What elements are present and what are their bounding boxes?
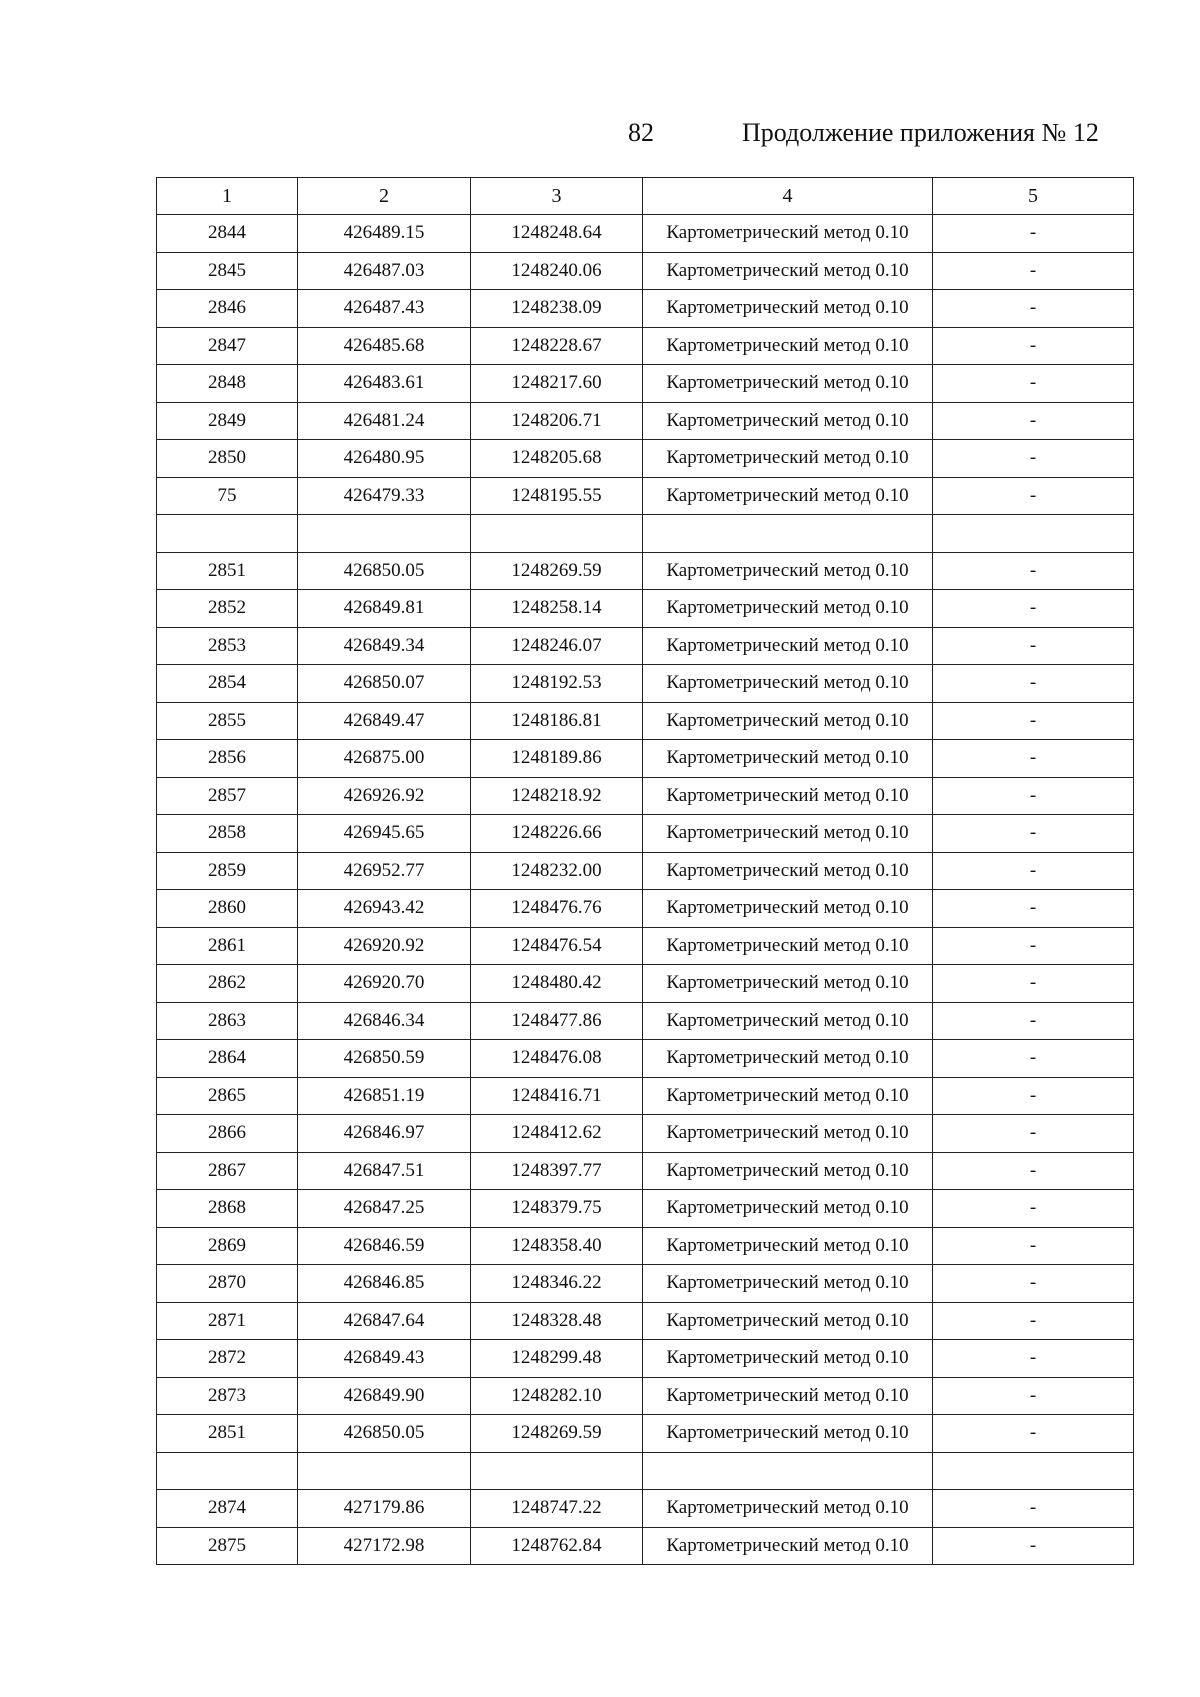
description-cell: - <box>933 1190 1134 1228</box>
table-row <box>157 1452 1134 1490</box>
point-number-cell: 2861 <box>157 927 298 965</box>
point-number-cell: 2874 <box>157 1490 298 1528</box>
y-coordinate-cell: 1248248.64 <box>471 215 643 253</box>
method-accuracy-cell: Картометрический метод 0.10 <box>643 1152 933 1190</box>
method-accuracy-cell: Картометрический метод 0.10 <box>643 1115 933 1153</box>
column-header-5: 5 <box>933 178 1134 215</box>
table-row <box>157 1077 1134 1115</box>
point-number-cell: 2867 <box>157 1152 298 1190</box>
point-number-cell: 2850 <box>157 440 298 478</box>
description-cell: - <box>933 665 1134 703</box>
y-coordinate-cell: 1248328.48 <box>471 1302 643 1340</box>
table-row <box>157 215 1134 253</box>
y-coordinate-cell: 1248476.76 <box>471 890 643 928</box>
point-number-cell: 2860 <box>157 890 298 928</box>
x-coordinate-cell: 426847.51 <box>298 1152 471 1190</box>
x-coordinate-cell: 427172.98 <box>298 1527 471 1565</box>
method-accuracy-cell: Картометрический метод 0.10 <box>643 440 933 478</box>
method-accuracy-cell <box>643 515 933 553</box>
description-cell: - <box>933 1077 1134 1115</box>
y-coordinate-cell: 1248282.10 <box>471 1377 643 1415</box>
point-number-cell: 2844 <box>157 215 298 253</box>
table-row <box>157 777 1134 815</box>
y-coordinate-cell: 1248762.84 <box>471 1527 643 1565</box>
x-coordinate-cell: 426847.25 <box>298 1190 471 1228</box>
method-accuracy-cell: Картометрический метод 0.10 <box>643 477 933 515</box>
description-cell: - <box>933 890 1134 928</box>
description-cell: - <box>933 927 1134 965</box>
y-coordinate-cell <box>471 515 643 553</box>
point-number-cell: 2865 <box>157 1077 298 1115</box>
y-coordinate-cell: 1248412.62 <box>471 1115 643 1153</box>
description-cell: - <box>933 327 1134 365</box>
y-coordinate-cell: 1248480.42 <box>471 965 643 1003</box>
description-cell: - <box>933 440 1134 478</box>
description-cell: - <box>933 1040 1134 1078</box>
x-coordinate-cell: 426849.90 <box>298 1377 471 1415</box>
description-cell: - <box>933 777 1134 815</box>
method-accuracy-cell: Картометрический метод 0.10 <box>643 1490 933 1528</box>
method-accuracy-cell: Картометрический метод 0.10 <box>643 927 933 965</box>
table-body <box>157 215 1134 1565</box>
table-row <box>157 252 1134 290</box>
column-header-1: 1 <box>157 178 298 215</box>
point-number-cell: 2873 <box>157 1377 298 1415</box>
method-accuracy-cell: Картометрический метод 0.10 <box>643 1527 933 1565</box>
coordinates-table <box>156 177 1134 1565</box>
x-coordinate-cell: 426851.19 <box>298 1077 471 1115</box>
x-coordinate-cell: 426926.92 <box>298 777 471 815</box>
y-coordinate-cell: 1248379.75 <box>471 1190 643 1228</box>
table-row <box>157 290 1134 328</box>
method-accuracy-cell: Картометрический метод 0.10 <box>643 1190 933 1228</box>
page-header <box>0 118 1200 158</box>
method-accuracy-cell: Картометрический метод 0.10 <box>643 1002 933 1040</box>
x-coordinate-cell: 426481.24 <box>298 402 471 440</box>
page-number: 82 <box>628 118 654 147</box>
x-coordinate-cell: 426485.68 <box>298 327 471 365</box>
method-accuracy-cell <box>643 1452 933 1490</box>
x-coordinate-cell: 426489.15 <box>298 215 471 253</box>
header-row <box>157 178 1134 215</box>
table-row <box>157 477 1134 515</box>
description-cell: - <box>933 552 1134 590</box>
method-accuracy-cell: Картометрический метод 0.10 <box>643 365 933 403</box>
description-cell: - <box>933 290 1134 328</box>
point-number-cell: 2846 <box>157 290 298 328</box>
y-coordinate-cell: 1248299.48 <box>471 1340 643 1378</box>
y-coordinate-cell: 1248477.86 <box>471 1002 643 1040</box>
x-coordinate-cell: 426479.33 <box>298 477 471 515</box>
column-header-3: 3 <box>471 178 643 215</box>
point-number-cell: 2862 <box>157 965 298 1003</box>
point-number-cell: 2859 <box>157 852 298 890</box>
x-coordinate-cell: 426849.34 <box>298 627 471 665</box>
x-coordinate-cell <box>298 515 471 553</box>
point-number-cell: 2854 <box>157 665 298 703</box>
table-row <box>157 1527 1134 1565</box>
method-accuracy-cell: Картометрический метод 0.10 <box>643 665 933 703</box>
description-cell: - <box>933 1265 1134 1303</box>
y-coordinate-cell: 1248189.86 <box>471 740 643 778</box>
table-row <box>157 665 1134 703</box>
x-coordinate-cell: 426850.05 <box>298 1415 471 1453</box>
point-number-cell: 2872 <box>157 1340 298 1378</box>
description-cell: - <box>933 1152 1134 1190</box>
point-number-cell: 2869 <box>157 1227 298 1265</box>
method-accuracy-cell: Картометрический метод 0.10 <box>643 890 933 928</box>
x-coordinate-cell: 426846.97 <box>298 1115 471 1153</box>
x-coordinate-cell: 426849.43 <box>298 1340 471 1378</box>
point-number-cell: 2851 <box>157 1415 298 1453</box>
method-accuracy-cell: Картометрический метод 0.10 <box>643 552 933 590</box>
x-coordinate-cell: 426850.59 <box>298 1040 471 1078</box>
point-number-cell <box>157 1452 298 1490</box>
point-number-cell: 2849 <box>157 402 298 440</box>
x-coordinate-cell: 426875.00 <box>298 740 471 778</box>
y-coordinate-cell: 1248246.07 <box>471 627 643 665</box>
y-coordinate-cell: 1248192.53 <box>471 665 643 703</box>
x-coordinate-cell: 426850.05 <box>298 552 471 590</box>
method-accuracy-cell: Картометрический метод 0.10 <box>643 965 933 1003</box>
x-coordinate-cell: 426483.61 <box>298 365 471 403</box>
point-number-cell: 2851 <box>157 552 298 590</box>
table-row <box>157 1490 1134 1528</box>
y-coordinate-cell: 1248186.81 <box>471 702 643 740</box>
point-number-cell: 75 <box>157 477 298 515</box>
method-accuracy-cell: Картометрический метод 0.10 <box>643 627 933 665</box>
x-coordinate-cell: 426487.43 <box>298 290 471 328</box>
table-row <box>157 815 1134 853</box>
description-cell: - <box>933 215 1134 253</box>
point-number-cell: 2855 <box>157 702 298 740</box>
y-coordinate-cell: 1248206.71 <box>471 402 643 440</box>
x-coordinate-cell: 427179.86 <box>298 1490 471 1528</box>
y-coordinate-cell: 1248346.22 <box>471 1265 643 1303</box>
table-header <box>157 178 1134 215</box>
description-cell: - <box>933 1490 1134 1528</box>
table-row <box>157 590 1134 628</box>
x-coordinate-cell: 426849.47 <box>298 702 471 740</box>
description-cell: - <box>933 740 1134 778</box>
point-number-cell: 2870 <box>157 1265 298 1303</box>
description-cell: - <box>933 1227 1134 1265</box>
point-number-cell: 2847 <box>157 327 298 365</box>
x-coordinate-cell: 426920.70 <box>298 965 471 1003</box>
point-number-cell <box>157 515 298 553</box>
method-accuracy-cell: Картометрический метод 0.10 <box>643 1077 933 1115</box>
point-number-cell: 2853 <box>157 627 298 665</box>
method-accuracy-cell: Картометрический метод 0.10 <box>643 252 933 290</box>
x-coordinate-cell: 426480.95 <box>298 440 471 478</box>
table-row <box>157 1190 1134 1228</box>
x-coordinate-cell: 426847.64 <box>298 1302 471 1340</box>
point-number-cell: 2858 <box>157 815 298 853</box>
description-cell: - <box>933 1340 1134 1378</box>
y-coordinate-cell: 1248240.06 <box>471 252 643 290</box>
x-coordinate-cell: 426846.59 <box>298 1227 471 1265</box>
method-accuracy-cell: Картометрический метод 0.10 <box>643 815 933 853</box>
method-accuracy-cell: Картометрический метод 0.10 <box>643 1227 933 1265</box>
y-coordinate-cell: 1248269.59 <box>471 1415 643 1453</box>
y-coordinate-cell: 1248476.08 <box>471 1040 643 1078</box>
description-cell: - <box>933 702 1134 740</box>
table-row <box>157 440 1134 478</box>
table-row <box>157 1115 1134 1153</box>
description-cell: - <box>933 1302 1134 1340</box>
table-row <box>157 740 1134 778</box>
method-accuracy-cell: Картометрический метод 0.10 <box>643 1302 933 1340</box>
table-row <box>157 702 1134 740</box>
description-cell: - <box>933 1002 1134 1040</box>
method-accuracy-cell: Картометрический метод 0.10 <box>643 1415 933 1453</box>
y-coordinate-cell: 1248217.60 <box>471 365 643 403</box>
description-cell: - <box>933 1377 1134 1415</box>
description-cell: - <box>933 252 1134 290</box>
x-coordinate-cell: 426945.65 <box>298 815 471 853</box>
x-coordinate-cell: 426846.85 <box>298 1265 471 1303</box>
method-accuracy-cell: Картометрический метод 0.10 <box>643 1040 933 1078</box>
x-coordinate-cell: 426920.92 <box>298 927 471 965</box>
method-accuracy-cell: Картометрический метод 0.10 <box>643 1340 933 1378</box>
description-cell: - <box>933 1415 1134 1453</box>
table-row <box>157 927 1134 965</box>
point-number-cell: 2848 <box>157 365 298 403</box>
table-row <box>157 552 1134 590</box>
table-row <box>157 327 1134 365</box>
table-row <box>157 965 1134 1003</box>
description-cell: - <box>933 402 1134 440</box>
column-header-4: 4 <box>643 178 933 215</box>
y-coordinate-cell: 1248747.22 <box>471 1490 643 1528</box>
method-accuracy-cell: Картометрический метод 0.10 <box>643 402 933 440</box>
table-row <box>157 1265 1134 1303</box>
point-number-cell: 2875 <box>157 1527 298 1565</box>
description-cell: - <box>933 477 1134 515</box>
description-cell: - <box>933 1527 1134 1565</box>
y-coordinate-cell: 1248218.92 <box>471 777 643 815</box>
x-coordinate-cell: 426943.42 <box>298 890 471 928</box>
table-row <box>157 1227 1134 1265</box>
point-number-cell: 2845 <box>157 252 298 290</box>
method-accuracy-cell: Картометрический метод 0.10 <box>643 740 933 778</box>
appendix-continuation-title: Продолжение приложения № 12 <box>742 118 1099 147</box>
y-coordinate-cell: 1248269.59 <box>471 552 643 590</box>
x-coordinate-cell: 426850.07 <box>298 665 471 703</box>
y-coordinate-cell: 1248397.77 <box>471 1152 643 1190</box>
point-number-cell: 2871 <box>157 1302 298 1340</box>
description-cell: - <box>933 1115 1134 1153</box>
point-number-cell: 2856 <box>157 740 298 778</box>
description-cell <box>933 1452 1134 1490</box>
table-row <box>157 1340 1134 1378</box>
method-accuracy-cell: Картометрический метод 0.10 <box>643 777 933 815</box>
table-row <box>157 890 1134 928</box>
y-coordinate-cell: 1248195.55 <box>471 477 643 515</box>
column-header-2: 2 <box>298 178 471 215</box>
y-coordinate-cell: 1248238.09 <box>471 290 643 328</box>
x-coordinate-cell: 426952.77 <box>298 852 471 890</box>
description-cell: - <box>933 365 1134 403</box>
y-coordinate-cell: 1248205.68 <box>471 440 643 478</box>
x-coordinate-cell: 426487.03 <box>298 252 471 290</box>
method-accuracy-cell: Картометрический метод 0.10 <box>643 290 933 328</box>
x-coordinate-cell: 426846.34 <box>298 1002 471 1040</box>
table-row <box>157 515 1134 553</box>
y-coordinate-cell: 1248232.00 <box>471 852 643 890</box>
y-coordinate-cell: 1248416.71 <box>471 1077 643 1115</box>
method-accuracy-cell: Картометрический метод 0.10 <box>643 327 933 365</box>
point-number-cell: 2866 <box>157 1115 298 1153</box>
y-coordinate-cell: 1248358.40 <box>471 1227 643 1265</box>
y-coordinate-cell: 1248258.14 <box>471 590 643 628</box>
method-accuracy-cell: Картометрический метод 0.10 <box>643 852 933 890</box>
table-row <box>157 1152 1134 1190</box>
table-row <box>157 627 1134 665</box>
y-coordinate-cell <box>471 1452 643 1490</box>
method-accuracy-cell: Картометрический метод 0.10 <box>643 702 933 740</box>
table-row <box>157 1040 1134 1078</box>
description-cell <box>933 515 1134 553</box>
description-cell: - <box>933 852 1134 890</box>
point-number-cell: 2857 <box>157 777 298 815</box>
point-number-cell: 2868 <box>157 1190 298 1228</box>
table-row <box>157 365 1134 403</box>
x-coordinate-cell <box>298 1452 471 1490</box>
point-number-cell: 2852 <box>157 590 298 628</box>
table-row <box>157 402 1134 440</box>
method-accuracy-cell: Картометрический метод 0.10 <box>643 1265 933 1303</box>
table-row <box>157 1002 1134 1040</box>
description-cell: - <box>933 627 1134 665</box>
table-row <box>157 1415 1134 1453</box>
point-number-cell: 2864 <box>157 1040 298 1078</box>
method-accuracy-cell: Картометрический метод 0.10 <box>643 1377 933 1415</box>
y-coordinate-cell: 1248476.54 <box>471 927 643 965</box>
y-coordinate-cell: 1248226.66 <box>471 815 643 853</box>
point-number-cell: 2863 <box>157 1002 298 1040</box>
method-accuracy-cell: Картометрический метод 0.10 <box>643 215 933 253</box>
table-row <box>157 1302 1134 1340</box>
y-coordinate-cell: 1248228.67 <box>471 327 643 365</box>
description-cell: - <box>933 965 1134 1003</box>
description-cell: - <box>933 815 1134 853</box>
x-coordinate-cell: 426849.81 <box>298 590 471 628</box>
table-row <box>157 1377 1134 1415</box>
method-accuracy-cell: Картометрический метод 0.10 <box>643 590 933 628</box>
table-row <box>157 852 1134 890</box>
description-cell: - <box>933 590 1134 628</box>
